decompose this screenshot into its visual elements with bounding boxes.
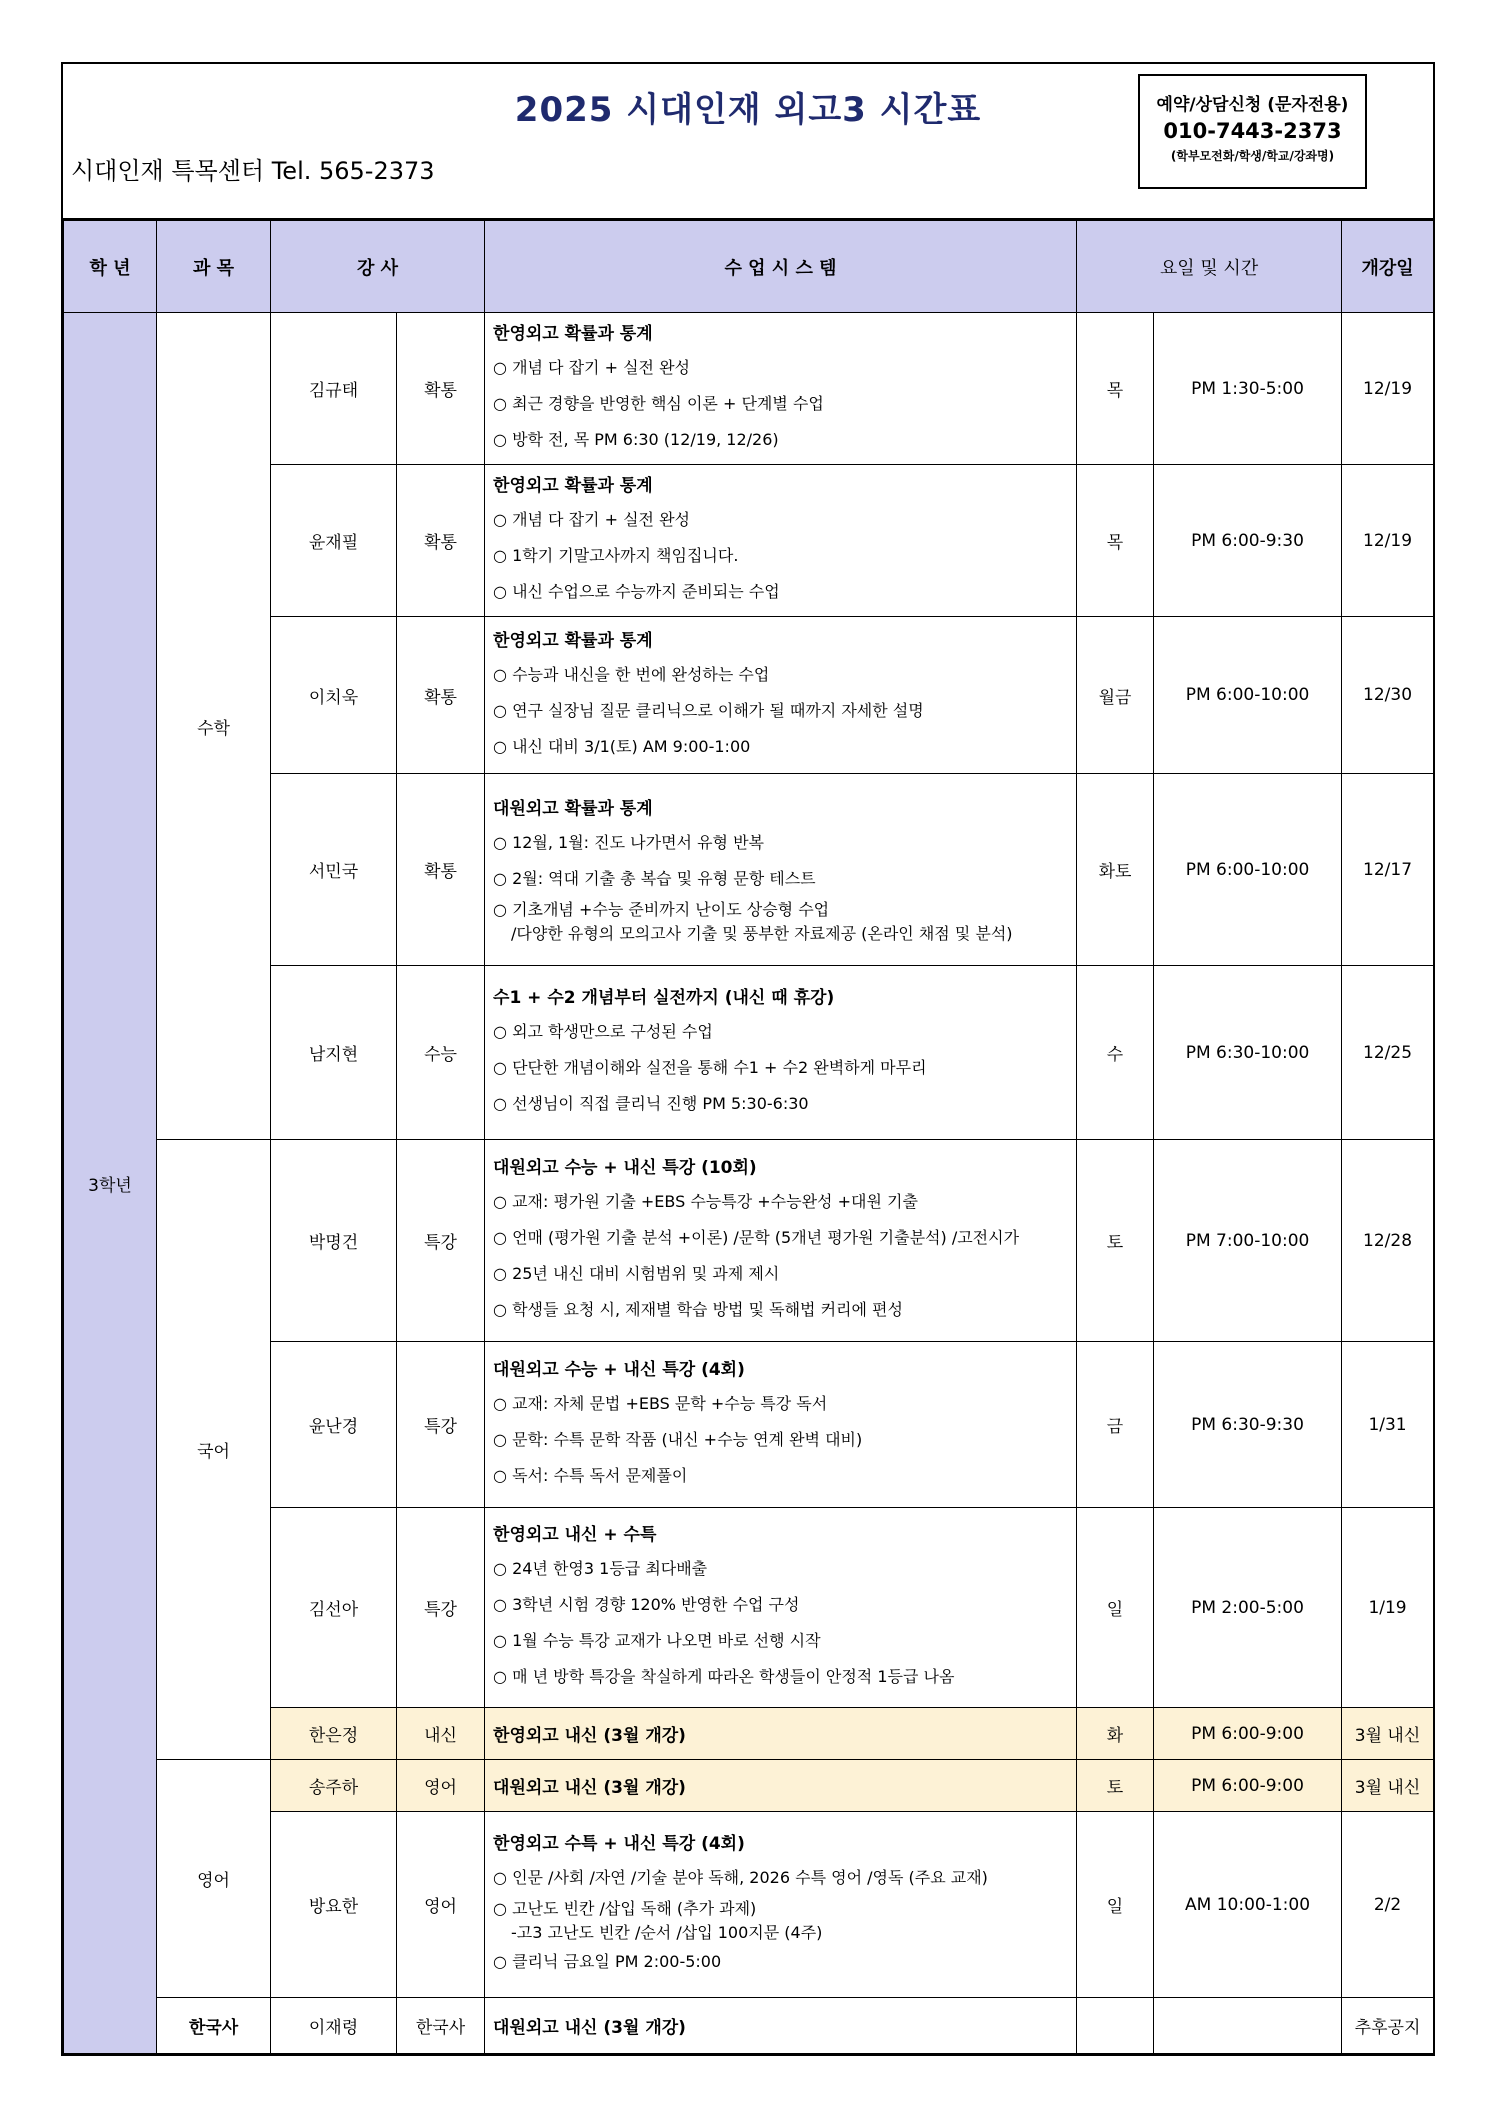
day-cell [1077, 1998, 1154, 2054]
start-cell: 2/2 [1342, 1812, 1434, 1998]
system-line: ○ 연구 실장님 질문 클리닉으로 이해가 될 때까지 자세한 설명 [493, 700, 924, 720]
system-head: 한영외고 내신 + 수특 [493, 1525, 657, 1545]
teacher-cell: 김선아 [271, 1508, 397, 1708]
time-cell: PM 6:00-9:00 [1154, 1708, 1342, 1760]
teacher-cell: 이치욱 [271, 617, 397, 774]
day-cell: 화토 [1077, 774, 1154, 966]
system-head: 한영외고 내신 (3월 개강) [493, 1726, 686, 1746]
teacher-cell: 김규태 [271, 313, 397, 465]
system-head: 수1 + 수2 개념부터 실전까지 (내신 때 휴강) [493, 988, 835, 1008]
center-phone: 시대인재 특목센터 Tel. 565-2373 [71, 157, 435, 185]
time-cell [1154, 1998, 1342, 2054]
day-cell: 일 [1077, 1508, 1154, 1708]
system-cell [485, 1760, 1077, 1812]
system-cell [485, 774, 1077, 966]
system-line: ○ 교재: 자체 문법 +EBS 문학 +수능 특강 독서 [493, 1394, 828, 1413]
subject-cell-english: 영어 [157, 1760, 271, 1998]
col-subject: 과 목 [157, 221, 271, 313]
teacher-cell: 서민국 [271, 774, 397, 966]
system-cell [485, 617, 1077, 774]
system-line: ○ 개념 다 잡기 + 실전 완성 [493, 358, 691, 377]
system-line: ○ 학생들 요청 시, 제재별 학습 방법 및 독해법 커리에 편성 [493, 1300, 903, 1319]
teacher-cell: 박명건 [271, 1140, 397, 1342]
course-cell: 특강 [397, 1342, 485, 1508]
system-line: ○ 개념 다 잡기 + 실전 완성 [493, 510, 691, 529]
start-cell: 12/25 [1342, 966, 1434, 1140]
day-cell: 목 [1077, 313, 1154, 465]
col-teacher: 강 사 [271, 221, 485, 313]
course-cell: 확통 [397, 313, 485, 465]
system-cell [485, 1708, 1077, 1760]
time-cell: PM 7:00-10:00 [1154, 1140, 1342, 1342]
schedule-table [63, 220, 1434, 2054]
system-line: ○ 내신 대비 3/1(토) AM 9:00-1:00 [493, 736, 751, 756]
time-cell: PM 6:30-9:30 [1154, 1342, 1342, 1508]
col-day-time: 요일 및 시간 [1077, 221, 1342, 313]
system-line: ○ 내신 수업으로 수능까지 준비되는 수업 [493, 582, 780, 601]
start-cell: 12/17 [1342, 774, 1434, 966]
table-header-row [64, 221, 1434, 313]
system-line: ○ 1월 수능 특강 교재가 나오면 바로 선행 시작 [493, 1631, 821, 1650]
system-line: ○ 12월, 1월: 진도 나가면서 유형 반복 [493, 833, 764, 852]
system-line: ○ 고난도 빈칸 /삽입 독해 (추가 과제) [493, 1899, 757, 1918]
day-cell: 토 [1077, 1760, 1154, 1812]
teacher-cell: 윤재필 [271, 465, 397, 617]
time-cell: AM 10:00-1:00 [1154, 1812, 1342, 1998]
start-cell: 3월 내신 [1342, 1708, 1434, 1760]
reservation-box [1138, 74, 1367, 189]
system-cell [485, 1342, 1077, 1508]
system-subline: -고3 고난도 빈칸 /순서 /삽입 100지문 (4주) [511, 1923, 823, 1942]
day-cell: 토 [1077, 1140, 1154, 1342]
system-head: 한영외고 확률과 통계 [493, 476, 653, 496]
system-subline: /다양한 유형의 모의고사 기출 및 풍부한 자료제공 (온라인 채점 및 분석) [511, 924, 1013, 943]
start-cell: 1/19 [1342, 1508, 1434, 1708]
start-cell: 1/31 [1342, 1342, 1434, 1508]
day-cell: 화 [1077, 1708, 1154, 1760]
system-line: ○ 24년 한영3 1등급 최다배출 [493, 1559, 708, 1578]
reservation-note: (학부모전화/학생/학교/강좌명) [1170, 149, 1335, 163]
system-line: ○ 독서: 수특 독서 문제풀이 [493, 1466, 688, 1485]
system-line: ○ 클리닉 금요일 PM 2:00-5:00 [493, 1952, 722, 1971]
system-line: ○ 인문 /사회 /자연 /기술 분야 독해, 2026 수특 영어 /영독 (주요 교재) [493, 1868, 988, 1887]
system-cell [485, 313, 1077, 465]
system-line: ○ 외고 학생만으로 구성된 수업 [493, 1022, 713, 1041]
teacher-cell: 방요한 [271, 1812, 397, 1998]
system-head: 한영외고 확률과 통계 [493, 324, 653, 344]
timetable-sheet [61, 62, 1435, 2056]
system-line: ○ 수능과 내신을 한 번에 완성하는 수업 [493, 664, 770, 684]
header [63, 64, 1433, 220]
system-cell [485, 966, 1077, 1140]
time-cell: PM 1:30-5:00 [1154, 313, 1342, 465]
reservation-label: 예약/상담신청 (문자전용) [1156, 95, 1349, 115]
system-line: ○ 기초개념 +수능 준비까지 난이도 상승형 수업 [493, 900, 830, 919]
course-cell: 확통 [397, 617, 485, 774]
time-cell: PM 6:00-10:00 [1154, 617, 1342, 774]
time-cell: PM 6:00-10:00 [1154, 774, 1342, 966]
system-head: 한영외고 확률과 통계 [493, 630, 653, 651]
course-cell: 특강 [397, 1508, 485, 1708]
system-line: ○ 교재: 평가원 기출 +EBS 수능특강 +수능완성 +대원 기출 [493, 1192, 918, 1211]
system-head: 대원외고 내신 (3월 개강) [493, 2018, 686, 2038]
course-cell: 확통 [397, 774, 485, 966]
start-cell: 3월 내신 [1342, 1760, 1434, 1812]
course-cell: 영어 [397, 1760, 485, 1812]
col-start: 개강일 [1342, 221, 1434, 313]
page-title: 2025 시대인재 외고3 시간표 [514, 90, 982, 130]
teacher-cell: 이재령 [271, 1998, 397, 2054]
course-cell: 영어 [397, 1812, 485, 1998]
day-cell: 목 [1077, 465, 1154, 617]
system-cell [485, 1812, 1077, 1998]
system-head: 대원외고 수능 + 내신 특강 (4회) [493, 1360, 745, 1380]
day-cell: 수 [1077, 966, 1154, 1140]
system-line: ○ 3학년 시험 경향 120% 반영한 수업 구성 [493, 1595, 800, 1614]
time-cell: PM 2:00-5:00 [1154, 1508, 1342, 1708]
day-cell: 일 [1077, 1812, 1154, 1998]
table-row [64, 1760, 1434, 1812]
course-cell: 내신 [397, 1708, 485, 1760]
course-cell: 수능 [397, 966, 485, 1140]
system-head: 대원외고 확률과 통계 [493, 799, 653, 819]
grade-cell: 3학년 [64, 313, 157, 2054]
table-row [64, 1998, 1434, 2054]
day-cell: 금 [1077, 1342, 1154, 1508]
course-cell: 특강 [397, 1140, 485, 1342]
system-line: ○ 방학 전, 목 PM 6:30 (12/19, 12/26) [493, 430, 779, 449]
time-cell: PM 6:00-9:00 [1154, 1760, 1342, 1812]
day-cell: 월금 [1077, 617, 1154, 774]
course-cell: 한국사 [397, 1998, 485, 2054]
system-line: ○ 선생님이 직접 클리닉 진행 PM 5:30-6:30 [493, 1094, 809, 1113]
system-line: ○ 문학: 수특 문학 작품 (내신 +수능 연계 완벽 대비) [493, 1430, 863, 1449]
start-cell: 12/30 [1342, 617, 1434, 774]
teacher-cell: 남지현 [271, 966, 397, 1140]
start-cell: 추후공지 [1342, 1998, 1434, 2054]
system-line: ○ 1학기 기말고사까지 책임집니다. [493, 546, 739, 565]
system-line: ○ 최근 경향을 반영한 핵심 이론 + 단계별 수업 [493, 394, 824, 413]
system-line: ○ 25년 내신 대비 시험범위 및 과제 제시 [493, 1264, 780, 1283]
col-grade: 학 년 [64, 221, 157, 313]
system-line: ○ 매 년 방학 특강을 착실하게 따라온 학생들이 안정적 1등급 나옴 [493, 1667, 955, 1686]
system-line: ○ 언매 (평가원 기출 분석 +이론) /문학 (5개년 평가원 기출분석) /고전시가 [493, 1228, 1020, 1247]
time-cell: PM 6:00-9:30 [1154, 465, 1342, 617]
start-cell: 12/19 [1342, 313, 1434, 465]
subject-cell-history: 한국사 [157, 1998, 271, 2054]
teacher-cell: 송주하 [271, 1760, 397, 1812]
system-head: 대원외고 수능 + 내신 특강 (10회) [493, 1158, 757, 1178]
start-cell: 12/28 [1342, 1140, 1434, 1342]
system-cell [485, 465, 1077, 617]
reservation-phone: 010-7443-2373 [1163, 119, 1342, 143]
table-row [64, 313, 1434, 465]
system-head: 대원외고 내신 (3월 개강) [493, 1778, 686, 1798]
teacher-cell: 한은정 [271, 1708, 397, 1760]
system-line: ○ 2월: 역대 기출 총 복습 및 유형 문항 테스트 [493, 869, 816, 888]
table-row [64, 1140, 1434, 1342]
system-cell [485, 1998, 1077, 2054]
time-cell: PM 6:30-10:00 [1154, 966, 1342, 1140]
system-cell [485, 1508, 1077, 1708]
subject-cell-korean: 국어 [157, 1140, 271, 1760]
subject-cell-math: 수학 [157, 313, 271, 1140]
system-line: ○ 단단한 개념이해와 실전을 통해 수1 + 수2 완벽하게 마무리 [493, 1058, 927, 1077]
teacher-cell: 윤난경 [271, 1342, 397, 1508]
course-cell: 확통 [397, 465, 485, 617]
col-system: 수 업 시 스 템 [485, 221, 1077, 313]
start-cell: 12/19 [1342, 465, 1434, 617]
system-cell [485, 1140, 1077, 1342]
system-head: 한영외고 수특 + 내신 특강 (4회) [493, 1834, 745, 1854]
